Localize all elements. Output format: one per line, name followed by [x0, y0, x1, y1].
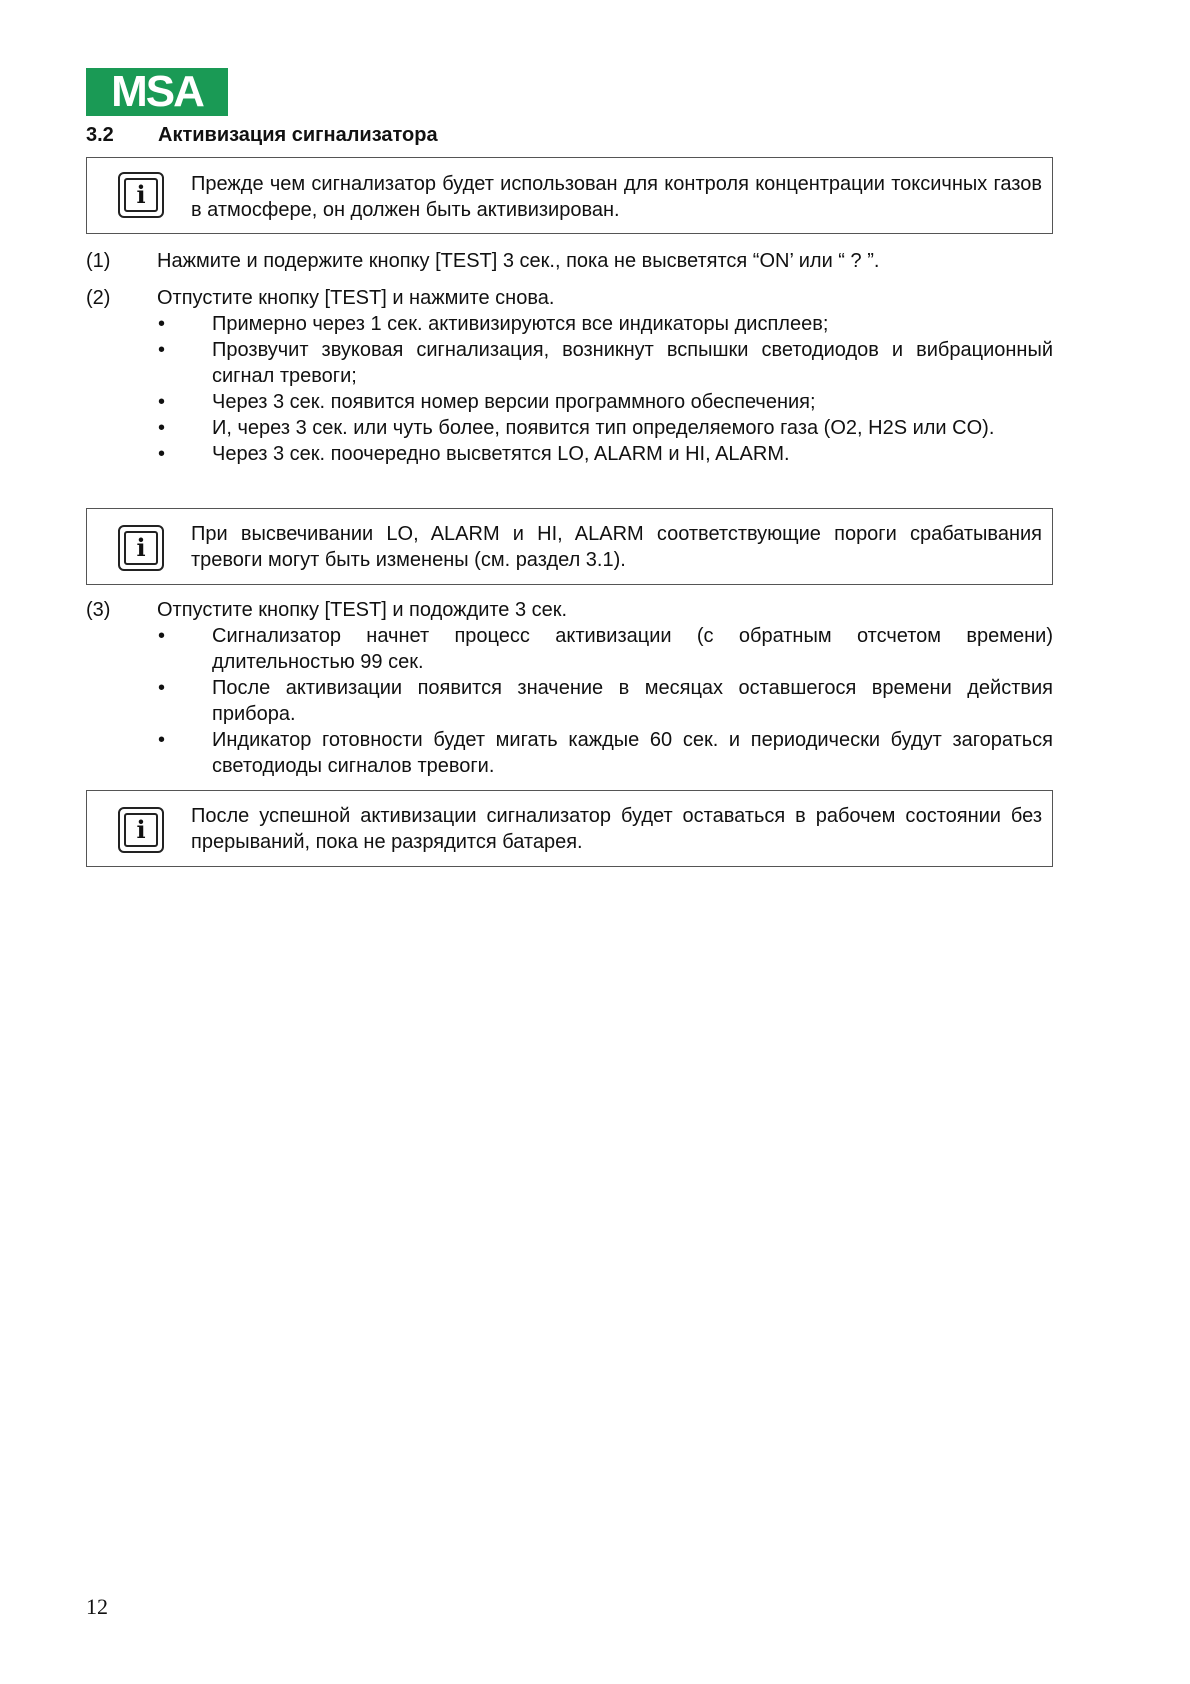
msa-logo [86, 68, 228, 116]
note-text: Прежде чем сигнализатор будет использован для контроля концентрации токсичных газов в атмосфере, он должен быть активизирован. [191, 173, 1042, 221]
list-item: • Индикатор готовности будет мигать каждые 60 сек. и периодически будут загораться светодиоды сигналов тревоги. [158, 729, 1053, 777]
section-title: Активизация сигнализатора [158, 124, 438, 146]
list-item: • Прозвучит звуковая сигнализация, возникнут вспышки светодиодов и вибрационный сигнал тревоги; [158, 339, 1053, 387]
list-item: • Через 3 сек. появится номер версии программного обеспечения; [158, 391, 816, 413]
step-text: Отпустите кнопку [TEST] и нажмите снова. [157, 287, 555, 309]
step-number: (2) [86, 287, 111, 309]
info-note-1 [86, 157, 1053, 234]
list-item: • Через 3 сек. поочередно высветятся LO, ALARM и HI, ALARM. [158, 443, 790, 465]
list-item: • После активизации появится значение в месяцах оставшегося времени действия прибора. [158, 677, 1053, 725]
info-note-2 [86, 508, 1053, 585]
step-number: (3) [86, 599, 111, 621]
list-item: • Примерно через 1 сек. активизируются все индикаторы дисплеев; [158, 313, 829, 335]
note-text: После успешной активизации сигнализатор будет оставаться в рабочем состоянии без прерываний, пока не разрядится батарея. [191, 805, 1042, 853]
step-text: Отпустите кнопку [TEST] и подождите 3 сек. [157, 599, 568, 621]
info-icon: i [118, 172, 164, 218]
page-number: 12 [86, 1594, 108, 1619]
note-text: При высвечивании LO, ALARM и HI, ALARM соответствующие пороги срабатывания тревоги могут быть изменены (см. раздел 3.1). [191, 523, 1042, 571]
info-icon: i [118, 525, 164, 571]
section-number: 3.2 [86, 124, 114, 146]
info-note-3 [86, 790, 1053, 867]
list-item: • И, через 3 сек. или чуть более, появится тип определяемого газа (O2, H2S или CO). [158, 417, 995, 439]
info-icon: i [118, 807, 164, 853]
section-heading [86, 124, 438, 147]
logo-text: MSA [111, 67, 203, 116]
step-number: (1) [86, 250, 111, 272]
step-2-bullets [158, 311, 1053, 467]
step-text: Нажмите и подержите кнопку [TEST] 3 сек., пока не высветятся “ON’ или “ ? ”. [157, 250, 880, 272]
list-item: • Сигнализатор начнет процесс активизации (с обратным отсчетом времени) длительностью 99 сек. [158, 625, 1053, 673]
step-3-bullets [158, 623, 1053, 779]
